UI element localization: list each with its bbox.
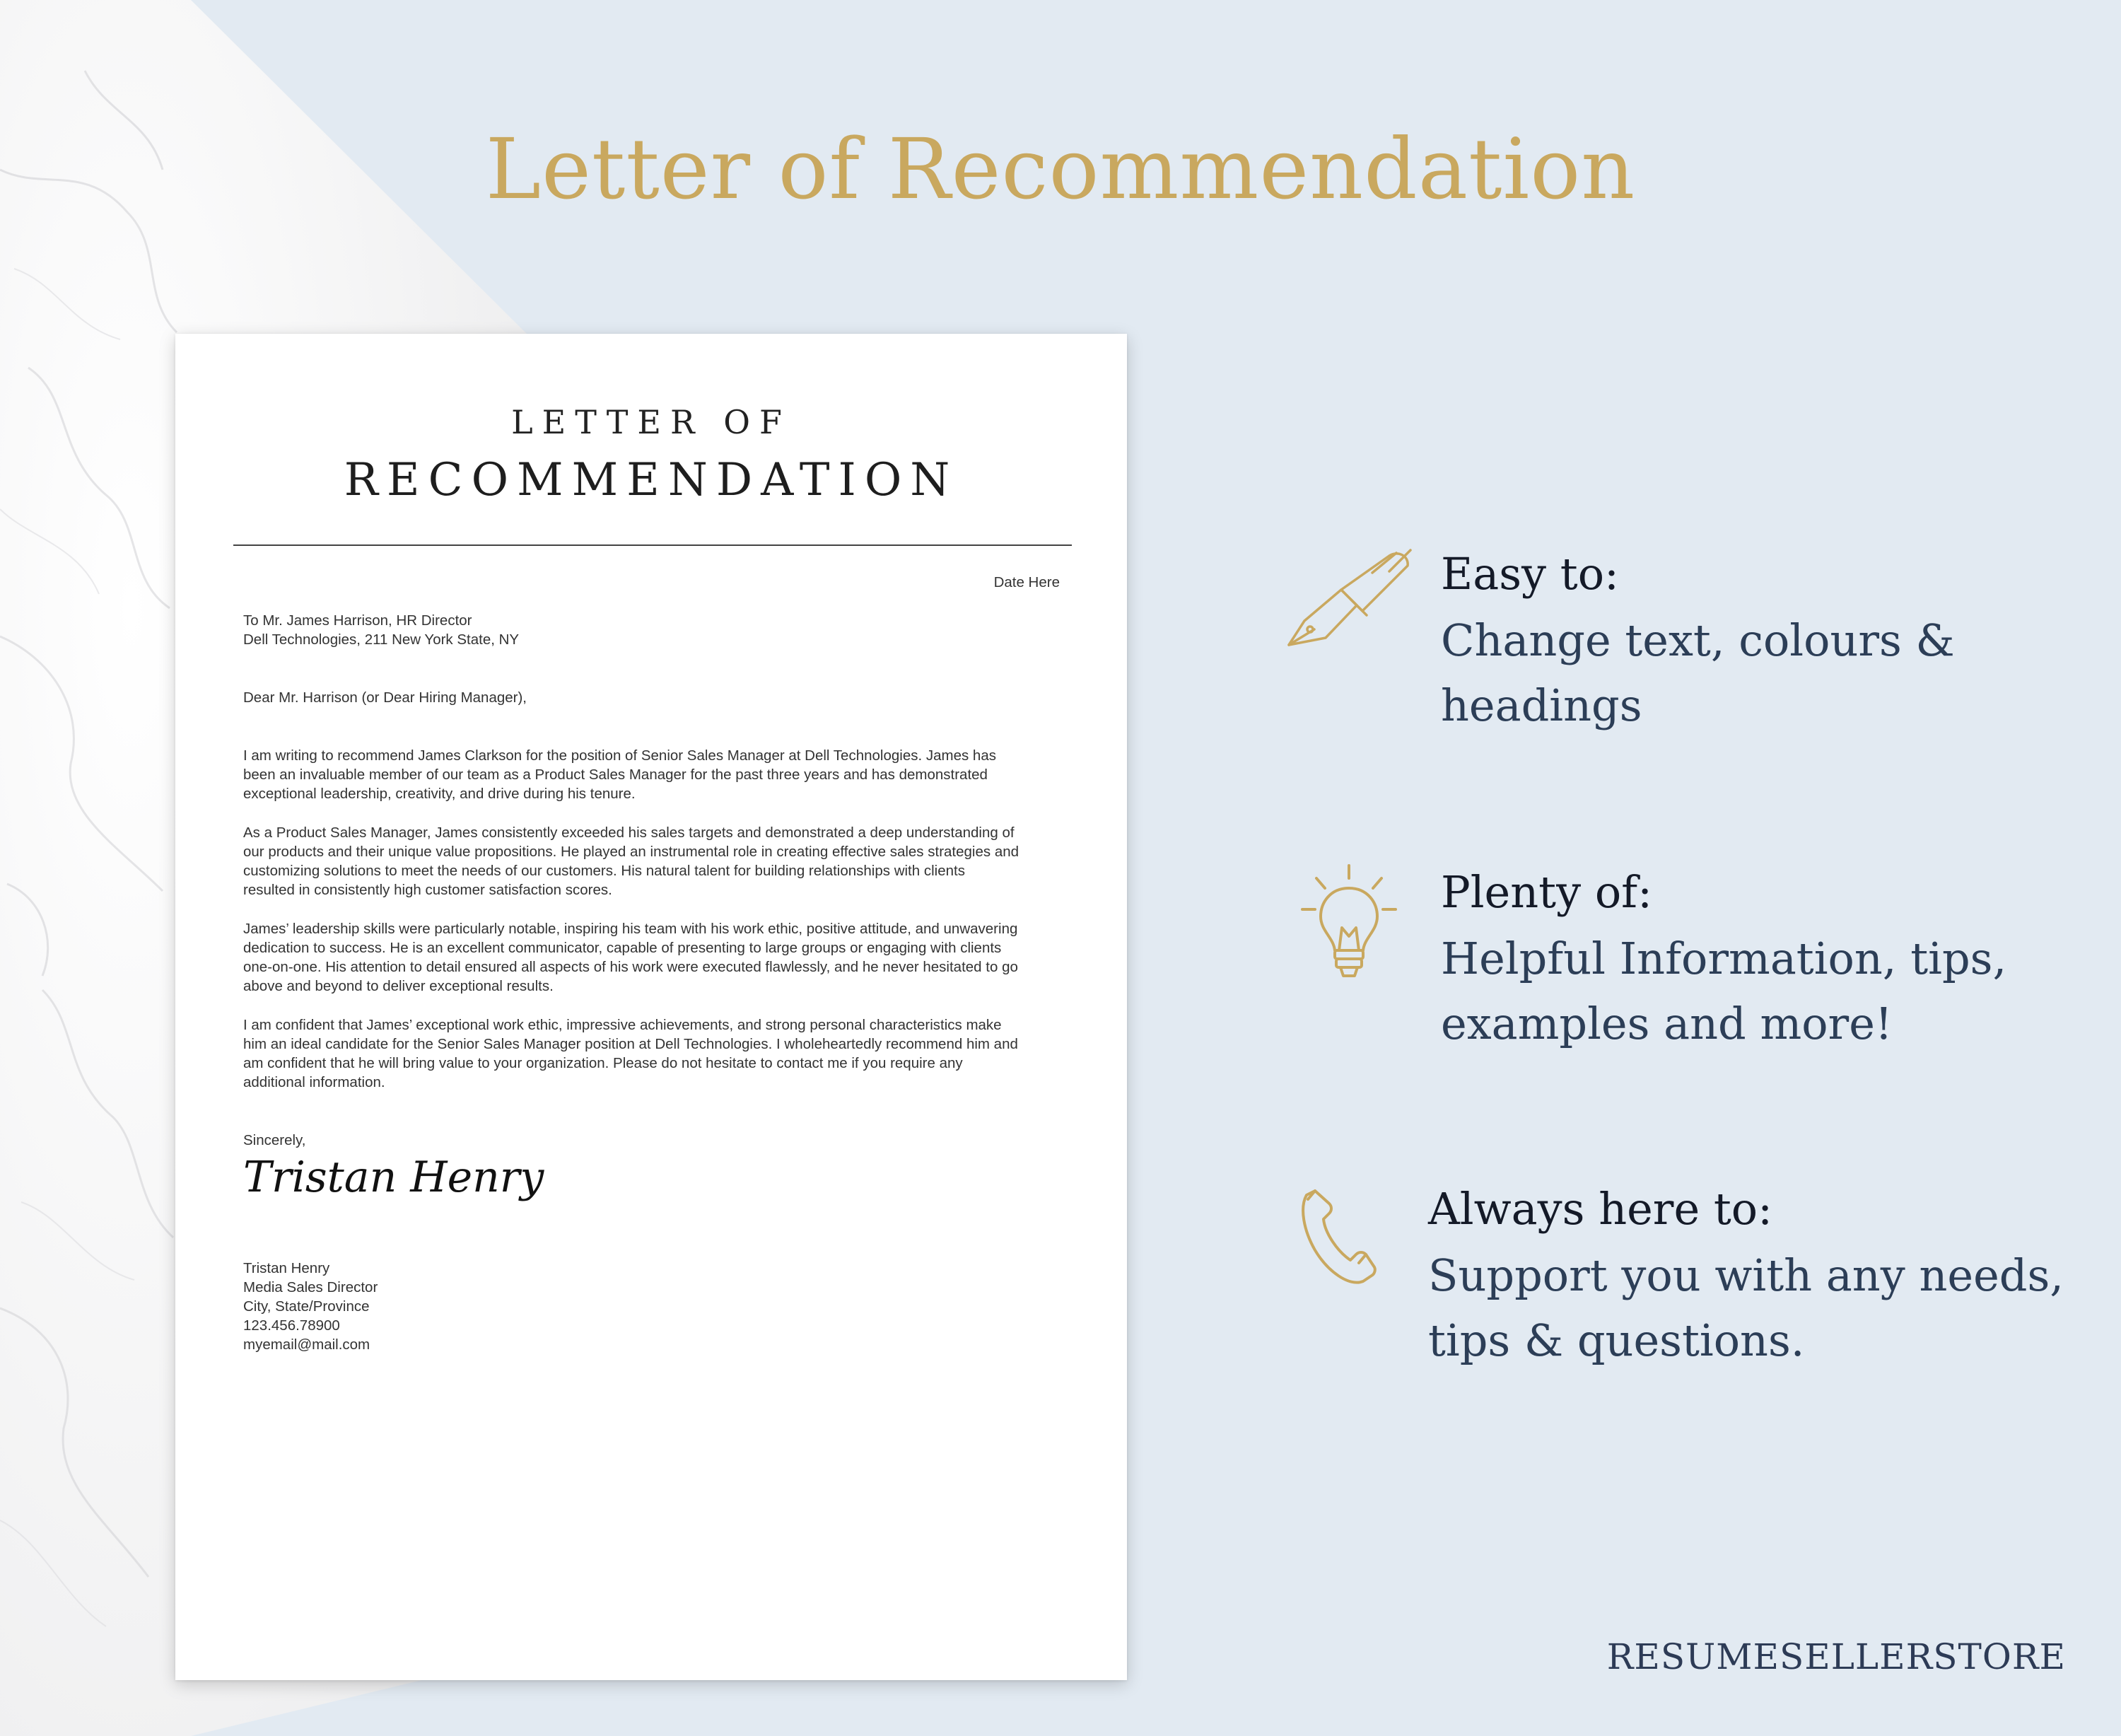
feature-line: tips & questions. <box>1428 1315 1805 1366</box>
title-divider <box>233 544 1072 546</box>
phone-icon <box>1299 1187 1377 1286</box>
body-paragraph <box>243 919 1018 996</box>
salutation: Dear Mr. Harrison (or Dear Hiring Manager), <box>243 689 527 706</box>
brand-name: RESUMESELLERSTORE <box>1606 1636 2066 1677</box>
body-line: am confident that he will bring value to your organization. Please do not hesitate to contact me if you require any <box>243 1055 963 1071</box>
sender-title: Media Sales Director <box>243 1279 378 1295</box>
body-line: been an invaluable member of our team as a Product Sales Manager for the past three years and has demonstrated <box>243 767 988 783</box>
body-line: above and beyond to deliver exceptional results. <box>243 978 554 994</box>
body-line: him an ideal candidate for the Senior Sales Manager position at Dell Technologies. I wholeheartedly recommend him and <box>243 1036 1018 1052</box>
feature-description <box>1441 608 1955 738</box>
body-line: James’ leadership skills were particularly notable, inspiring his team with his work ethic, positive attitude, and unwavering <box>243 921 1018 937</box>
feature-line: Change text, colours & <box>1441 614 1955 666</box>
body-line: our products and their unique value propositions. He played an instrumental role in creating effective sales strategies and <box>243 844 1019 860</box>
document-title-line1: LETTER OF <box>511 403 791 441</box>
letter-document <box>175 334 1127 1680</box>
body-line: As a Product Sales Manager, James consistently exceeded his sales targets and demonstrated a deep understanding of <box>243 825 1015 841</box>
body-line: exceptional leadership, creativity, and drive during his tenure. <box>243 786 636 802</box>
sender-block <box>243 1259 378 1354</box>
feature-heading: Easy to: <box>1441 548 1619 600</box>
lightbulb-icon <box>1299 863 1398 983</box>
body-line: dedication to success. He is an excellent communicator, capable of presenting to large groups or engaging with clients <box>243 940 1002 956</box>
feature-heading: Always here to: <box>1428 1183 1772 1235</box>
signature: Tristan Henry <box>243 1153 544 1202</box>
date-text: Date Here <box>993 574 1060 590</box>
feature-description <box>1428 1243 2064 1373</box>
body-line: one-on-one. His attention to detail ensured all aspects of his work were executed flawlessly, and he never hesitated to go <box>243 959 1018 975</box>
main-headline: Letter of Recommendation <box>485 120 1636 218</box>
body-line: additional information. <box>243 1074 385 1090</box>
body-line: customizing solutions to meet the needs of our customers. His natural talent for building relationships with clients <box>243 863 965 879</box>
sender-name: Tristan Henry <box>243 1260 330 1276</box>
document-title-line2: RECOMMENDATION <box>344 454 959 506</box>
feature-line: headings <box>1441 680 1642 731</box>
feature-description <box>1441 926 2006 1056</box>
body-line: I am writing to recommend James Clarkson for the position of Senior Sales Manager at Dell Technologies. James has <box>243 747 996 764</box>
body-paragraph <box>243 1015 1018 1092</box>
body-paragraph <box>243 746 996 803</box>
sender-phone: 123.456.78900 <box>243 1317 340 1334</box>
sender-email: myemail@mail.com <box>243 1336 370 1353</box>
feature-line: examples and more! <box>1441 998 1893 1049</box>
feature-line: Helpful Information, tips, <box>1441 933 2007 984</box>
fountain-pen-icon <box>1283 544 1418 651</box>
recipient-line: Dell Technologies, 211 New York State, NY <box>243 631 520 648</box>
body-line: I am confident that James’ exceptional work ethic, impressive achievements, and strong personal characteristics make <box>243 1017 1002 1033</box>
closing: Sincerely, <box>243 1132 306 1148</box>
body-line: resulted in consistently high customer satisfaction scores. <box>243 882 612 898</box>
recipient-line: To Mr. James Harrison, HR Director <box>243 612 472 629</box>
body-paragraph <box>243 823 1019 899</box>
feature-heading: Plenty of: <box>1441 866 1652 918</box>
feature-line: Support you with any needs, <box>1428 1249 2064 1301</box>
sender-location: City, State/Province <box>243 1298 370 1315</box>
